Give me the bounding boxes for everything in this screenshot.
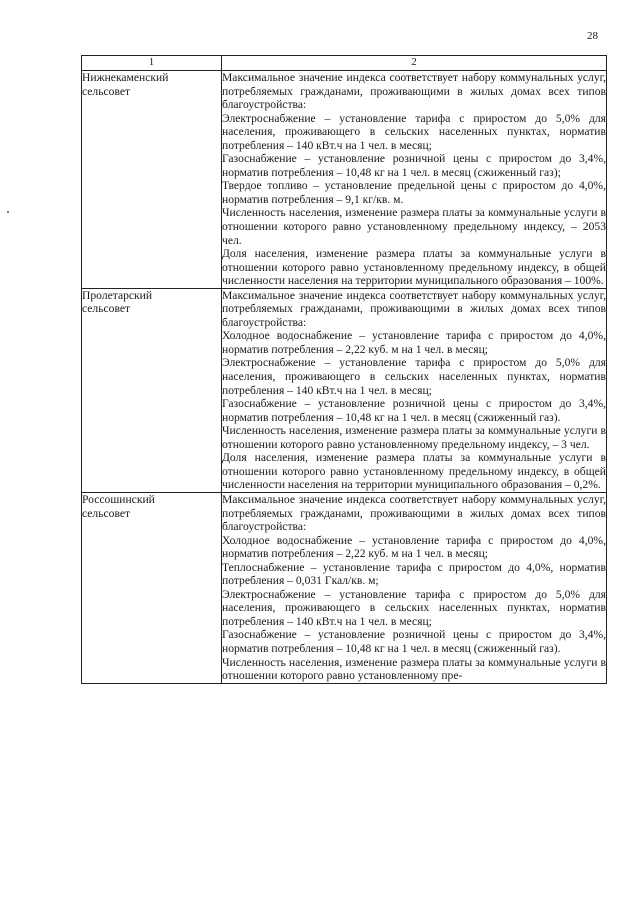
- description-paragraph: Теплоснабжение – установление тарифа с приростом до 4,0%, норматив потребления – 0,031 Гкал/кв. м;: [222, 560, 606, 588]
- municipality-name-line: Россошинский: [82, 492, 155, 506]
- municipality-name-line: сельсовет: [82, 84, 131, 98]
- municipality-name-line: сельсовет: [82, 506, 131, 520]
- description-paragraph: Холодное водоснабжение – установление тарифа с приростом до 4,0%, норматив потребления – 2,22 куб. м на 1 чел. в месяц;: [222, 533, 606, 561]
- description-cell: [222, 492, 607, 683]
- description-paragraph: Численность населения, изменение размера платы за коммунальные услуги в отношении которого равно установленному предельному индексу, – 2053 чел.: [222, 206, 606, 247]
- description-paragraph: Электроснабжение – установление тарифа с приростом до 5,0% для населения, проживающего в сельских населенных пунктах, норматив потребления – 140 кВт.ч на 1 чел. в месяц;: [222, 587, 606, 628]
- municipality-name-line: сельсовет: [82, 302, 131, 316]
- municipality-name-line: Пролетарский: [82, 288, 153, 302]
- page-number: 28: [587, 30, 598, 42]
- description-paragraph: Доля населения, изменение размера платы за коммунальные услуги в отношении которого равно установленному предельному индексу, в общей численности населения на территории муниципального образования – 100%.: [222, 247, 606, 288]
- municipality-name-cell: [82, 71, 222, 289]
- table-row: [82, 288, 607, 492]
- description-paragraph: Твердое топливо – установление предельной цены с приростом до 4,0%, норматив потребления – 9,1 кг/кв. м.: [222, 179, 606, 206]
- table-header-row: [82, 56, 607, 71]
- description-paragraph: Газоснабжение – установление розничной цены с приростом до 3,4%, норматив потребления – 10,48 кг на 1 чел. в месяц (сжиженный газ).: [222, 397, 606, 424]
- description-paragraph: Численность населения, изменение размера платы за коммунальные услуги в отношении которого равно установленному пре-: [222, 655, 606, 683]
- description-paragraph: Холодное водоснабжение – установление тарифа с приростом до 4,0%, норматив потребления – 2,22 куб. м на 1 чел. в месяц;: [222, 329, 606, 356]
- table-row: [82, 492, 607, 683]
- tariff-table: [81, 55, 607, 684]
- description-paragraph: Газоснабжение – установление розничной цены с приростом до 3,4%, норматив потребления – 10,48 кг на 1 чел. в месяц (сжиженный газ).: [222, 628, 606, 655]
- description-paragraph: Газоснабжение – установление розничной цены с приростом до 3,4%, норматив потребления – 10,48 кг на 1 чел. в месяц (сжиженный газ);: [222, 152, 606, 179]
- municipality-name-cell: [82, 492, 222, 683]
- municipality-name-line: Нижнекаменский: [82, 71, 169, 84]
- table-row: [82, 71, 607, 289]
- description-paragraph: Максимальное значение индекса соответствует набору коммунальных услуг, потребляемых гражданами, проживающими в жилых домах всех типов благоустройства:: [222, 288, 606, 329]
- municipality-name-cell: [82, 288, 222, 492]
- description-cell: [222, 288, 607, 492]
- scan-speck: [7, 211, 9, 213]
- description-cell: [222, 71, 607, 289]
- column-header-1: 1: [82, 56, 222, 71]
- description-paragraph: Максимальное значение индекса соответствует набору коммунальных услуг, потребляемых гражданами, проживающими в жилых домах всех типов благоустройства:: [222, 492, 606, 534]
- description-paragraph: Доля населения, изменение размера платы за коммунальные услуги в отношении которого равно установленному предельному индексу, в общей численности населения на территории муниципального образования – 0,2%.: [222, 451, 606, 492]
- description-paragraph: Численность населения, изменение размера платы за коммунальные услуги в отношении которого равно установленному предельному индексу, – 3 чел.: [222, 424, 606, 451]
- description-paragraph: Максимальное значение индекса соответствует набору коммунальных услуг, потребляемых гражданами, проживающими в жилых домах всех типов благоустройства:: [222, 71, 606, 112]
- description-paragraph: Электроснабжение – установление тарифа с приростом до 5,0% для населения, проживающего в сельских населенных пунктах, норматив потребления – 140 кВт.ч на 1 чел. в месяц;: [222, 111, 606, 152]
- column-header-2: 2: [222, 56, 607, 71]
- description-paragraph: Электроснабжение – установление тарифа с приростом до 5,0% для населения, проживающего в сельских населенных пунктах, норматив потребления – 140 кВт.ч на 1 чел. в месяц;: [222, 356, 606, 397]
